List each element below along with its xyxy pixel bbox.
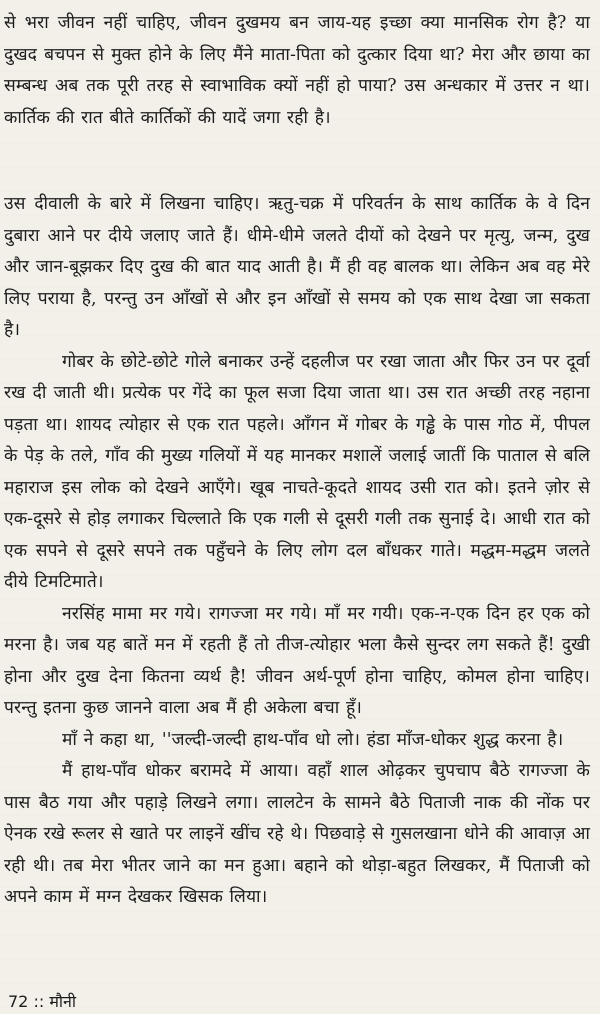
paragraph-6: मैं हाथ-पाँव धोकर बरामदे में आया। वहाँ शाल ओढ़कर चुपचाप बैठे रागज्जा के पास बैठ गया और पहाड़े लिखने लगा। लालटेन के सामने बैठे पिताजी नाक की नोंक पर ऐनक रखे रूलर से खाते पर लाइनें खींच रहे थे। पिछवाड़े से गुसलखाना धोने की आवाज़ आ रही थी। तब मेरा भीतर जाने का मन हुआ। बहाने को थोड़ा-बहुत लिखकर, मैं पिताजी को अपने काम में मग्न देखकर खिसक लिया। (4, 761, 590, 907)
paragraph-4: नरसिंह मामा मर गये। रागज्जा मर गये। माँ मर गयी। एक-न-एक दिन हर एक को मरना है। जब यह बातें मन में रहती हैं तो तीज-त्योहार भला कैसे सुन्दर लग सकते हैं! दुखी होना और दुख देना कितना व्यर्थ है! जीवन अर्थ-पूर्ण होना चाहिए, कोमल होना चाहिए। परन्तु इतना कुछ जानने वाला अब मैं ही अकेला बचा हूँ। (4, 603, 590, 718)
paragraph-3: गोबर के छोटे-छोटे गोले बनाकर उन्हें दहलीज पर रखा जाता और फिर उन पर दूर्वा रख दी जाती थी। प्रत्येक पर गेंदे का फूल सजा दिया जाता था। उस रात अच्छी तरह नहाना पड़ता था। शायद त्योहार से एक रात पहले। आँगन में गोबर के गड्ढे के पास गोठ में, पीपल के पेड़ के तले, गाँव की मुख्य गलियों में यह मानकर मशालें जलाई जातीं कि पाताल से बलि महाराज इस लोक को देखने आएँगे। खूब नाचते-कूदते शायद उसी रात को। इतने ज़ोर से एक-दूसरे से होड़ लगाकर चिल्लाते कि एक गली से दूसरी गली तक सुनाई दे। आधी रात को एक सपने से दूसरे सपने तक पहुँचने के लिए लोग दल बाँधकर गाते। मद्धम-मद्धम जलते दीये टिमटिमाते। (4, 351, 590, 592)
paragraph-2: उस दीवाली के बारे में लिखना चाहिए। ऋतु-चक्र में परिवर्तन के साथ कार्तिक के वे दिन दुबारा आने पर दीये जलाए जाते हैं। धीमे-धीमे जलते दीयों को देखने पर मृत्यु, जन्म, दुख और जान-बूझकर दिए दुख की बात याद आती है। मैं ही वह बालक था। लेकिन अब वह मेरे लिए पराया है, परन्तु उन आँखों से और इन आँखों से समय को एक साथ देखा जा सकता है। (4, 194, 590, 340)
paragraph-1: से भरा जीवन नहीं चाहिए, जीवन दुखमय बन जाय-यह इच्छा क्या मानसिक रोग है? या दुखद बचपन से मुक्त होने के लिए मैंने माता-पिता को दुत्कार दिया था? मेरा और छाया का सम्बन्ध अब तक पूरी तरह से स्वाभाविक क्यों नहीं हो पाया? उस अन्धकार में उत्तर न था। कार्तिक की रात बीते कार्तिकों की यादें जगा रही है। (4, 13, 590, 128)
page-footer: 72 :: मौनी (8, 992, 77, 1011)
paragraph-5: माँ ने कहा था, ''जल्दी-जल्दी हाथ-पाँव धो लो। हंडा माँज-धोकर शुद्ध करना है। (62, 729, 564, 750)
section-gap (4, 134, 590, 189)
